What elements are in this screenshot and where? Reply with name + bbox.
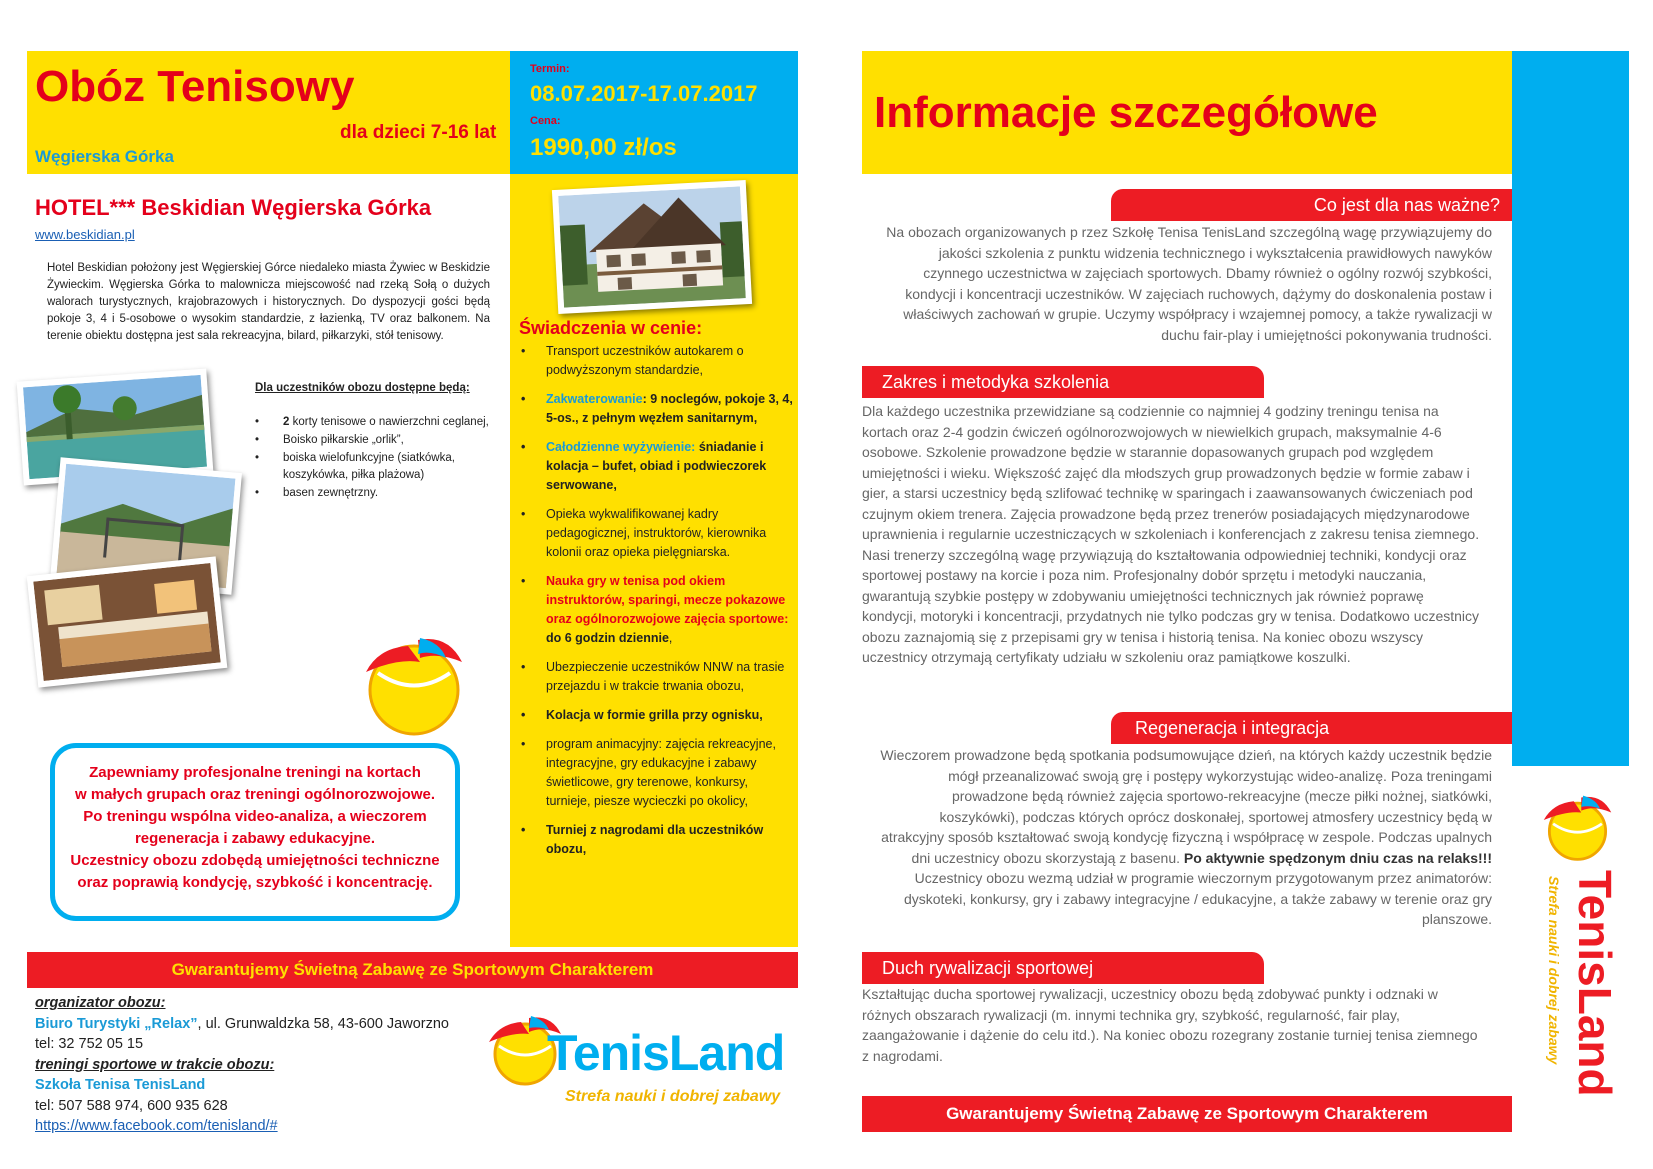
side-blue-strip: [1512, 51, 1629, 766]
section-text-values: Na obozach organizowanych p rzez Szkołę Tenisa TenisLand szczególną wagę przywiązujemy do jakości szkolenia z punktu widzenia technicznego i wykształcenia prawidłowych nawyków czynnego uczestnictwa w zajęciach sportowych. Dbamy również o ogólny rozwój szybkości, kondycji i koncentracji uczestników. W zajęciach ruchowych, dążymy do doskonalenia postaw i właściwych zachowań w grupie. Uczymy współpracy i wzajemnej pomocy, a także rywalizacji w duchu fair-play i umiejętności pokonywania trudności.: [886, 224, 1492, 343]
promo-line: Po treningu wspólna video-analiza, a wieczorem: [83, 808, 427, 825]
promo-line: oraz poprawią kondycję, szybkość i koncentrację.: [77, 874, 433, 891]
slogan-bar: Gwarantujemy Świetną Zabawę ze Sportowym Charakterem: [27, 952, 798, 988]
hotel-title: HOTEL*** Beskidian Węgierska Górka: [35, 195, 432, 220]
hotel-website-link[interactable]: www.beskidian.pl: [35, 227, 135, 242]
section-text-regeneration: Wieczorem prowadzone będą spotkania podsumowujące dzień, na których każdy uczestnik będzie mógł przeanalizować swoją grę i postępy wykorzystując wideo-analizę. Poza treningami prowadzone będą również zajęcia sportowo-rekreacyjne (mecze piłki nożnej, siatkówki, koszykówki), podczas których oprócz doskonałej, sportowej atmosfery uczestnicy będą w atrakcyjny sposób kształtować swoją kondycję fizyczną i współpracę w zespole. Podczas upalnych dni uczestnicy obozu skorzystają z basenu. Po aktywnie spędzonym dniu czas na relaks!!! Uczestnicy obozu wezmą udział w programie wieczornym przygotowanym przez animatorów: dyskoteki, konkursy, gry i zabawy integracyjne / edukacyjne, a także zabawy w terenie oraz gry planszowe.: [880, 747, 1492, 927]
organizer-info: [35, 993, 449, 1137]
section-heading-values: Co jest dla nas ważne?: [1111, 189, 1512, 219]
camp-age-range: dla dzieci 7-16 lat: [340, 122, 497, 143]
facebook-link[interactable]: https://www.facebook.com/tenisland/#: [35, 1118, 278, 1134]
section-heading-competition: Duch rywalizacji sportowej: [862, 952, 1264, 982]
list-item: • basen zewnętrzny.: [255, 485, 495, 502]
section-text-training: Dla każdego uczestnika przewidziane są codziennie co najmniej 4 godziny treningu tenisa na kortach oraz 2-4 godzin ćwiczeń ogólnorozwojowych w niewielkich grupach, maksymalnie 4-6 osobowe. Szkolenie prowadzone będzie w starannie dopasowanych grupach pod względem umiejętności i wieku. Większość zajęć dla młodszych grup prowadzonych będzie w formie zabaw i gier, a starsi uczestnicy będą szlifować technikę w sparingach i zaawansowanych ćwiczeniach pod czujnym okiem trenera. Zajęcia prowadzone będą przez trenerów posiadających międzynarodowe uprawnienia i regularnie uczestniczących w szkoleniach i konferencjach z zakresu tenisa ziemnego. Nasi trenerzy szczególną wagę przywiązują do kształtowania odpowiedniej techniki, kondycji oraz sportowej postawy na korcie i poza nim. Profesjonalny dobór sprzętu i metodyki nauczania, gwarantują szybkie postępy w zdobywaniu umiejętności technicznych jak również poprawę kondycji, motoryki i koncentracji, przydatnych nie tylko podczas gry w tenisa. Dodatkowo uczestnicy obozu zaznajomią się z przepisami gry w tenisa i historią tenisa. Na koniec obozu wszyscy uczestnicy otrzymają certyfikaty udziału w szkoleniu oraz pamiątkowe koszulki.: [862, 403, 1480, 665]
logo-tagline: Strefa nauki i dobrej zabawy: [565, 1088, 781, 1105]
info-title: Informacje szczegółowe: [874, 88, 1378, 137]
camp-location: Węgierska Górka: [35, 147, 174, 166]
slogan-bar: Gwarantujemy Świetną Zabawę ze Sportowym Charakterem: [862, 1096, 1512, 1132]
tenisland-vertical-logo: [1540, 790, 1640, 1097]
list-item: • Opieka wykwalifikowanej kadry pedagogicznej, instruktorów, kierownika kolonii oraz opieka pielęgniarska.: [519, 505, 794, 562]
list-item: • Nauka gry w tenisa pod okiem instruktorów, sparingi, mecze pokazowe oraz ogólnorozwojowe zajęcia sportowe: do 6 godzin dziennie,: [519, 572, 794, 648]
hotel-description: Hotel Beskidian położony jest Węgierskiej Górce niedaleko miasta Żywiec w Beskidzie Żywieckim. Węgierska Górka to malownicza miejscowość nad rzeką Sołą o dużych walorach turystycznych, krajobrazowych i historycznych. Do dyspozycji gości będą pokoje 3, 4 i 5-osobowe o wysokim standardzie, z łazienką, TV oraz balkonem. Na terenie obiektu dostępna jest sala rekreacyjna, bilard, piłkarzyki, stół tenisowy.: [47, 262, 490, 342]
camp-title: Obóz Tenisowy: [35, 62, 355, 111]
organizer-phone: tel: 32 752 05 15: [35, 1036, 144, 1052]
tennis-ball-icon: [358, 628, 470, 740]
tennis-ball-icon: [1540, 790, 1615, 865]
section-heading-regeneration: Regeneracja i integracja: [1111, 712, 1512, 742]
promo-line: w małych grupach oraz treningi ogólnorozwojowe.: [74, 786, 436, 803]
training-label: treningi sportowe w trakcie obozu:: [35, 1056, 275, 1073]
organizer-line: Biuro Turystyki „Relax”, ul. Grunwaldzka 58, 43-600 Jaworzno: [35, 1015, 449, 1032]
organizer-label: organizator obozu:: [35, 995, 166, 1011]
benefits-list: [519, 342, 794, 869]
promo-text: [60, 762, 450, 894]
list-item: • 2 korty tenisowe o nawierzchni ceglanej,: [255, 414, 495, 431]
divider: [862, 396, 1264, 398]
bedroom-photo: [27, 556, 228, 687]
facilities-heading: Dla uczestników obozu dostępne będą:: [255, 382, 470, 394]
price-label: Cena:: [530, 115, 561, 127]
list-item: • Turniej z nagrodami dla uczestników obozu,: [519, 821, 794, 859]
promo-line: regeneracja i zabawy edukacyjne.: [134, 830, 376, 847]
promo-line: Uczestnicy obozu zdobędą umiejętności techniczne: [70, 852, 440, 869]
logo-name: TenisLand: [547, 1025, 785, 1081]
list-item: • Kolacja w formie grilla przy ognisku,: [519, 706, 794, 725]
divider: [1111, 219, 1512, 221]
list-item: • Ubezpieczenie uczestników NNW na trasie przejazdu i w trakcie trwania obozu,: [519, 658, 794, 696]
training-school: Szkoła Tenisa TenisLand: [35, 1077, 206, 1093]
logo-tagline-vertical: Strefa nauki i dobrej zabawy: [1546, 876, 1562, 1065]
list-item: • Boisko piłkarskie „orlik”,: [255, 432, 495, 449]
term-dates: 08.07.2017-17.07.2017: [530, 81, 758, 106]
divider: [1111, 742, 1512, 744]
section-heading-training: Zakres i metodyka szkolenia: [862, 366, 1264, 396]
price-value: 1990,00 zł/os: [530, 134, 677, 161]
hotel-photo: [552, 180, 752, 314]
benefits-heading: Świadczenia w cenie:: [519, 318, 703, 338]
tenisland-logo: [485, 1010, 795, 1110]
list-item: • program animacyjny: zajęcia rekreacyjne, integracyjne, gry edukacyjne i zabawy świetlicowe, gry terenowe, konkursy, turnieje, piesze wycieczki po okolicy,: [519, 735, 794, 811]
promo-line: Zapewniamy profesjonalne treningi na kortach: [89, 764, 421, 781]
facilities-list: [255, 414, 495, 503]
list-item: • Zakwaterowanie: 9 noclegów, pokoje 3, 4, 5-os., z pełnym węzłem sanitarnym,: [519, 390, 794, 428]
list-item: • boiska wielofunkcyjne (siatkówka, koszykówka, piłka plażowa): [255, 450, 495, 484]
list-item: • Całodzienne wyżywienie: śniadanie i kolacja – bufet, obiad i podwieczorek serwowane,: [519, 438, 794, 495]
list-item: • Transport uczestników autokarem o podwyższonym standardzie,: [519, 342, 794, 380]
term-label: Termin:: [530, 63, 570, 75]
section-text-competition: Kształtując ducha sportowej rywalizacji, uczestnicy obozu będą zdobywać punkty i odznaki w różnych obszarach rywalizacji (m. innymi technika gry, szybkość, regularność, fair play, zaangażowanie i dążenie do celu itd.). Na koniec obozu rozegrany zostanie turniej tenisa ziemnego z nagrodami.: [862, 986, 1478, 1064]
training-phone: tel: 507 588 974, 600 935 628: [35, 1097, 228, 1114]
logo-name-vertical: TenisLand: [1569, 870, 1621, 1097]
